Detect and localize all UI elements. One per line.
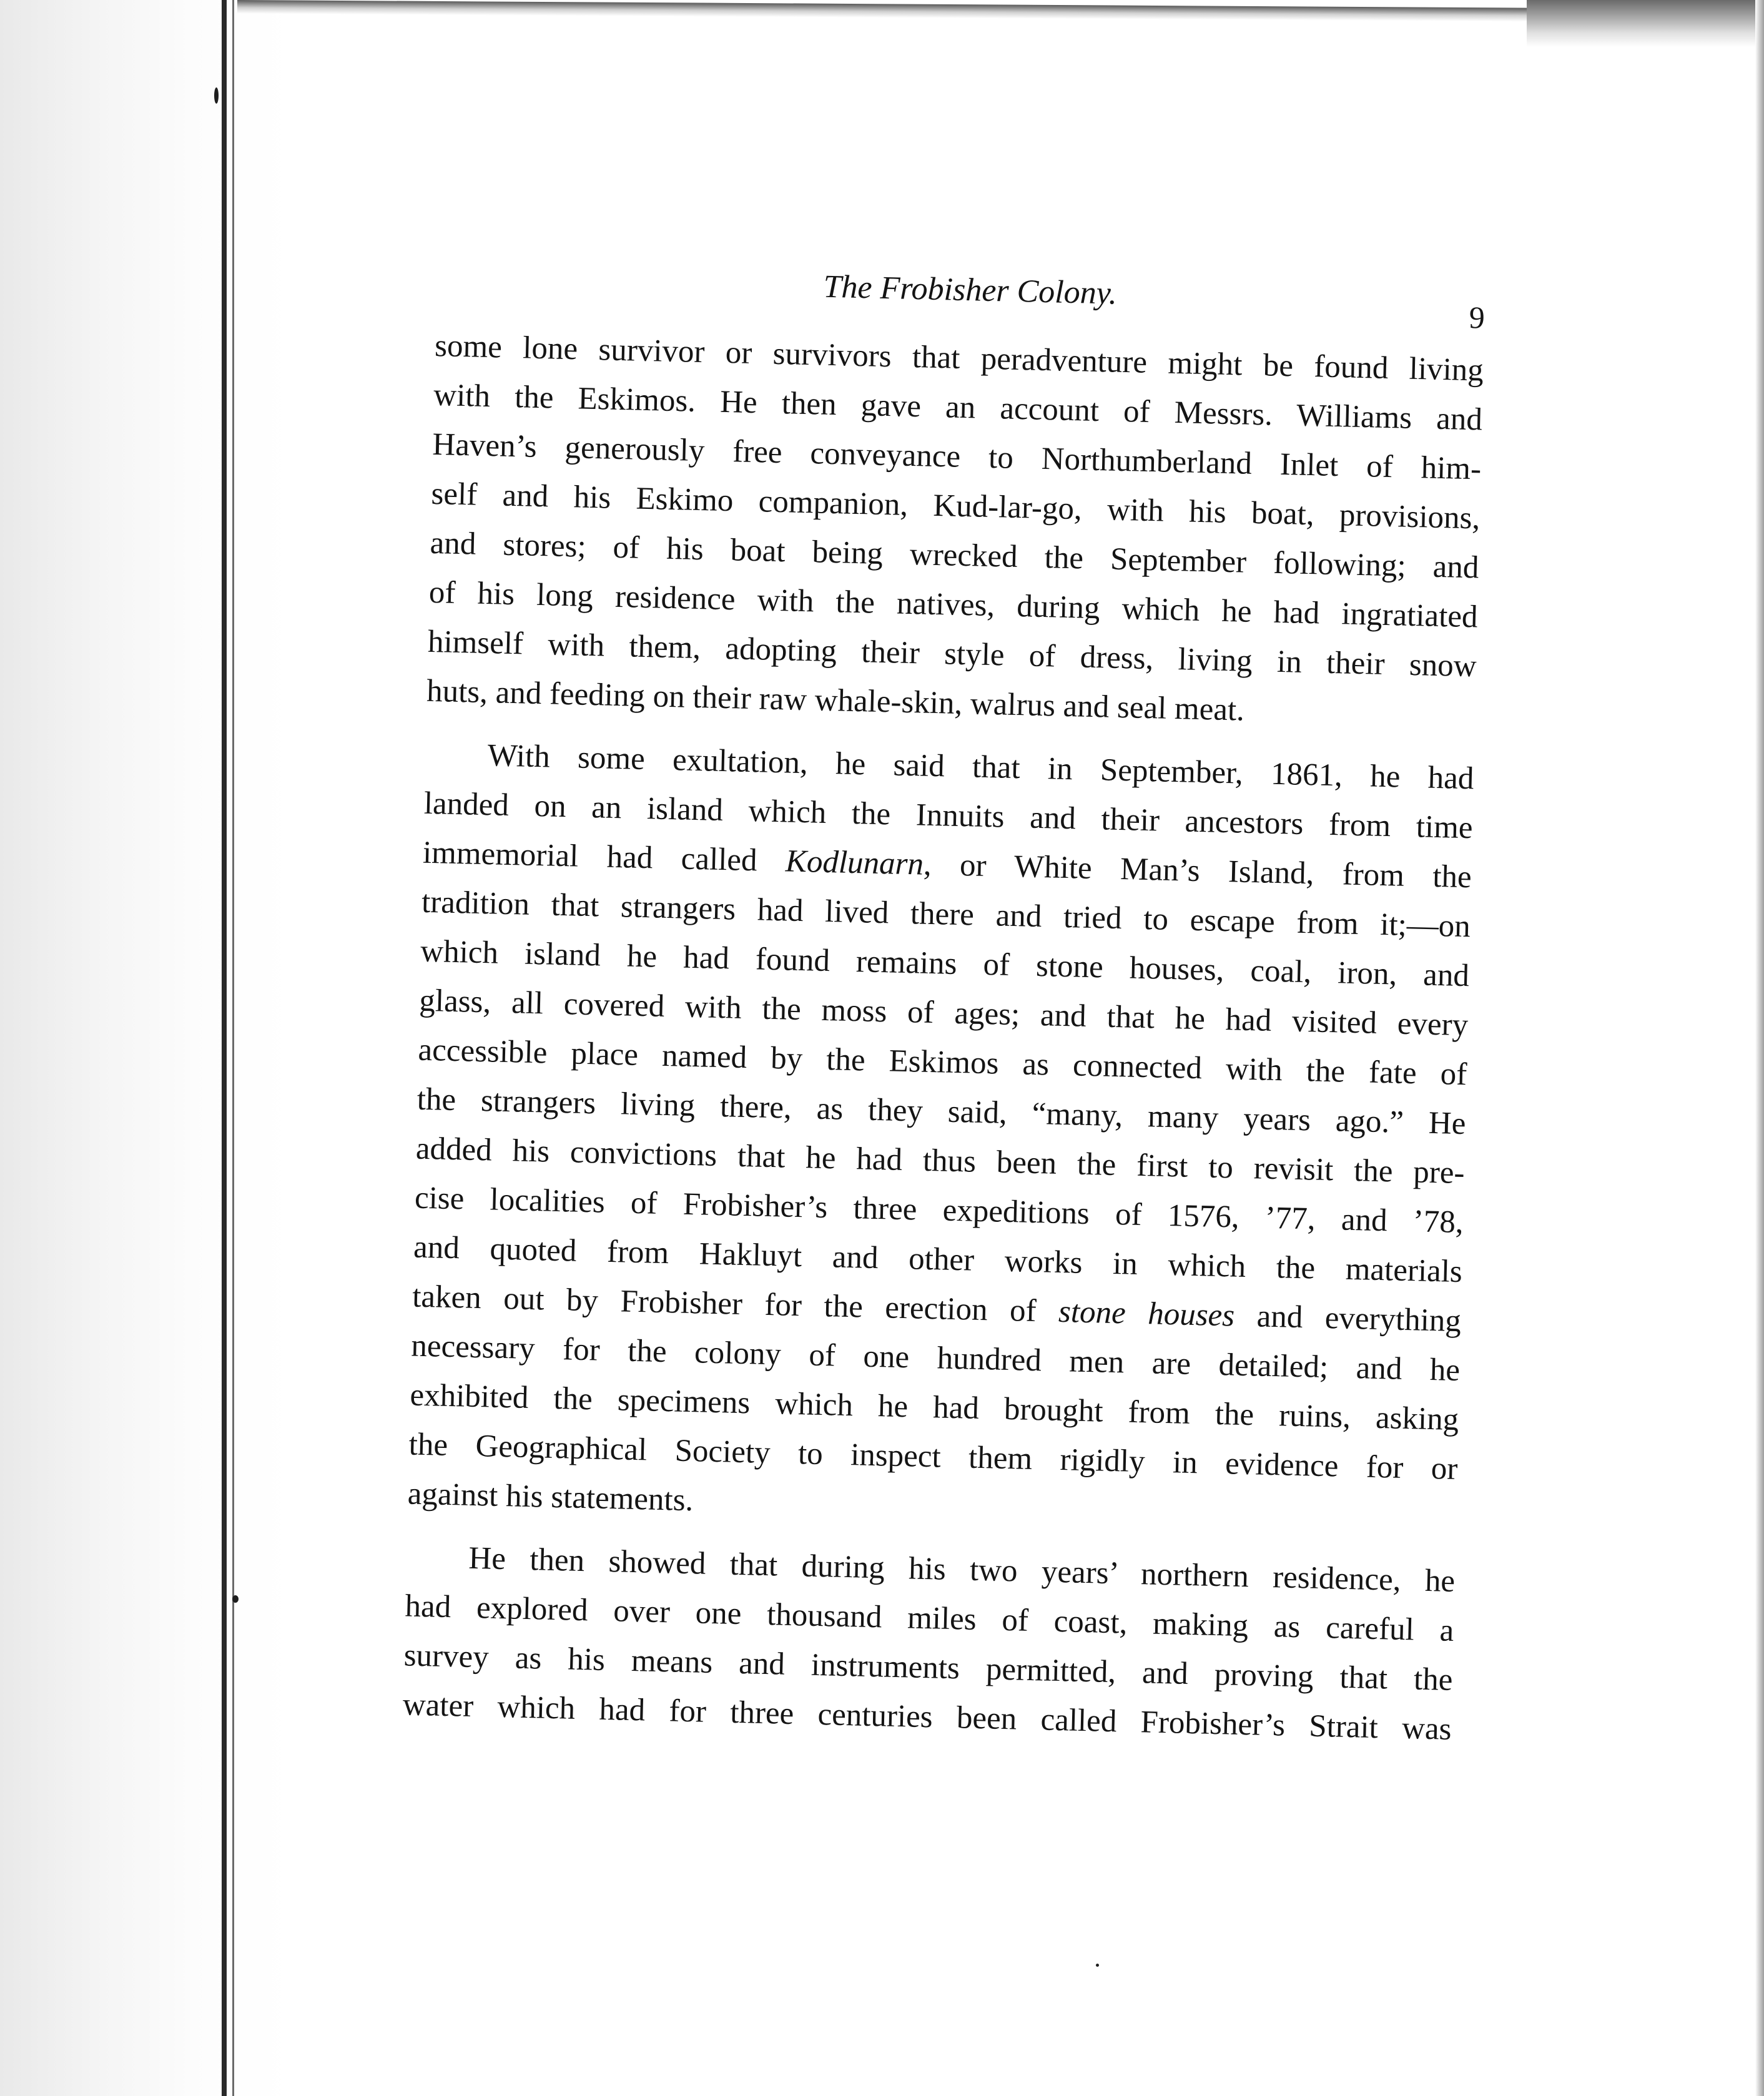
text-line: which island he had found remains of stone houses, coal, iron, and — [420, 933, 1470, 994]
text-line: and stores; of his boat being wrecked the September following; and — [430, 525, 1480, 586]
scan-speck — [232, 1595, 239, 1603]
text-line: himself with them, adopting their style of dress, living in their snow — [427, 624, 1477, 684]
text-line: cise localities of Frobisher’s three expeditions of 1576, ’77, and ’78, — [414, 1180, 1464, 1241]
text-line: the Geographical Society to inspect them rigidly in evidence for or — [408, 1427, 1458, 1487]
page-number: 9 — [1469, 299, 1486, 335]
italic-term: stone houses — [1058, 1294, 1235, 1334]
text-line: water which had for three centuries been called Frobisher’s Strait was — [402, 1687, 1452, 1747]
binding-fold-line — [222, 0, 227, 2096]
text-line: landed on an island which the Innuits and their ancestors from time — [423, 785, 1474, 846]
paragraph — [407, 730, 1474, 1543]
text-line: exhibited the specimens which he had brought from the ruins, asking — [409, 1377, 1459, 1438]
binding-gutter-shadow — [0, 0, 293, 2096]
text-line: some lone survivor or survivors that peradventure might be found living — [434, 328, 1484, 388]
page-text-block — [402, 247, 1486, 1754]
body-text — [402, 322, 1484, 1754]
paragraph — [402, 1532, 1456, 1754]
text-line: against his statements. — [407, 1476, 694, 1518]
text-line: glass, all covered with the moss of ages; and that he had visited every — [418, 983, 1469, 1043]
text-line: Haven’s generously free conveyance to Northumberland Inlet of him- — [431, 426, 1482, 487]
text-line: the strangers living there, as they said, “many, many years ago.” He — [416, 1081, 1467, 1142]
text-line: With some exultation, he said that in September, 1861, he had — [487, 738, 1475, 797]
text-line: He then showed that during his two years’ northern residence, he — [468, 1540, 1456, 1599]
scan-speck — [214, 87, 219, 104]
text-line: self and his Eskimo companion, Kud-lar-go, with his boat, provisions, — [431, 476, 1481, 536]
text-line: and quoted from Hakluyt and other works in which the materials — [413, 1229, 1463, 1290]
running-head: The Frobisher Colony. — [822, 268, 1118, 312]
text-line: survey as his means and instruments permitted, and proving that the — [403, 1638, 1454, 1698]
top-right-corner-shadow — [1527, 0, 1764, 47]
text-line: of his long residence with the natives, during which he had ingratiated — [428, 574, 1479, 635]
scan-speck — [1096, 1964, 1099, 1967]
text-line: with the Eskimos. He then gave an account of Messrs. Williams and — [433, 377, 1483, 438]
text-line: immemorial had called Kodlunarn, or White Man’s Island, from the — [422, 835, 1472, 895]
paragraph — [426, 322, 1484, 740]
text-line: huts, and feeding on their raw whale-skin, walrus and seal meat. — [426, 673, 1245, 728]
italic-term: Kodlunarn — [785, 844, 924, 882]
right-edge-shadow — [1755, 0, 1764, 2096]
text-line: added his convictions that he had thus been the first to revisit the pre- — [415, 1131, 1466, 1191]
text-line: had explored over one thousand miles of coast, making as careful a — [405, 1588, 1454, 1648]
text-line: necessary for the colony of one hundred men are detailed; and he — [410, 1328, 1461, 1389]
text-line: accessible place named by the Eskimos as connected with the fate of — [418, 1032, 1467, 1093]
text-line: taken out by Frobisher for the erection of stone houses and everything — [411, 1279, 1462, 1339]
text-line: tradition that strangers had lived there and tried to escape from it;—on — [421, 884, 1471, 945]
binding-fold-line — [232, 0, 234, 2096]
